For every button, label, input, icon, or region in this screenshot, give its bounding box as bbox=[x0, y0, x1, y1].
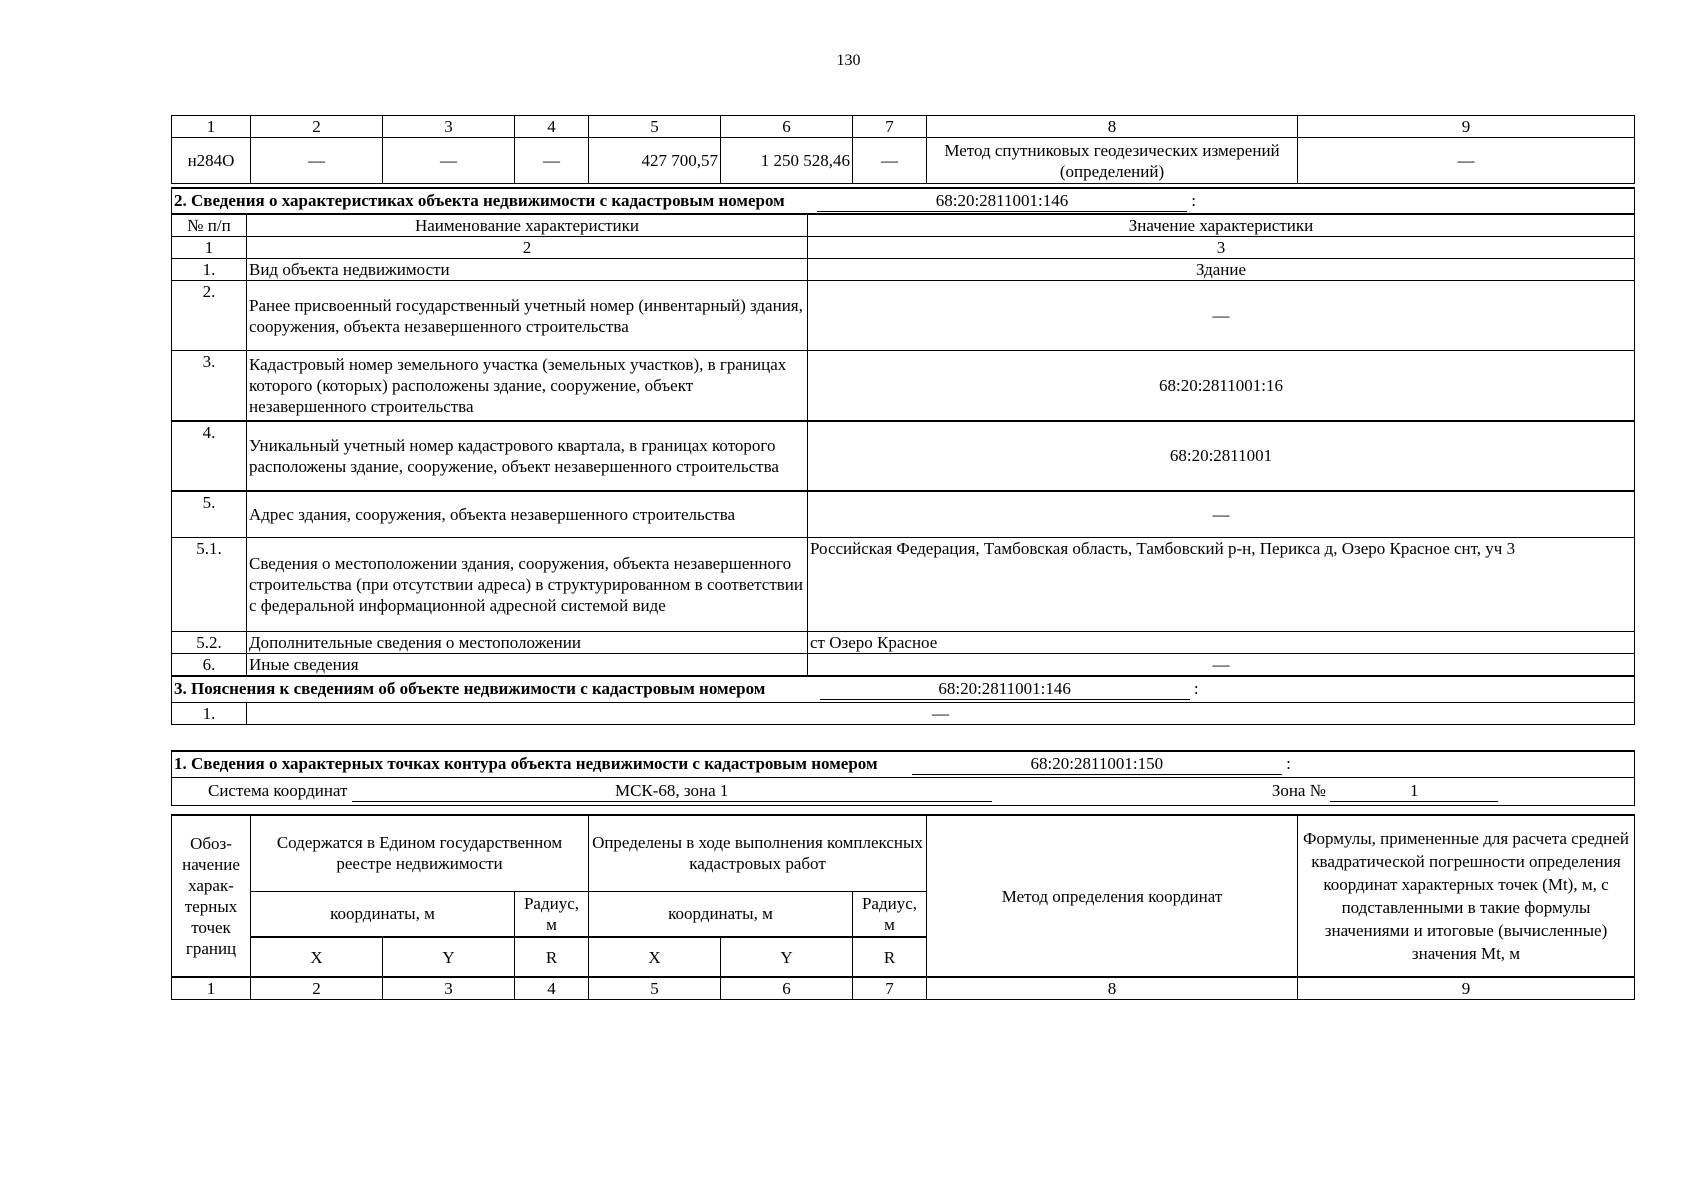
points-table-continuation bbox=[171, 115, 1635, 184]
r-header: R bbox=[853, 937, 927, 977]
cell: — bbox=[853, 138, 927, 184]
header-row bbox=[172, 815, 1635, 891]
coord-system bbox=[172, 777, 1635, 805]
col-header: № п/п bbox=[172, 214, 247, 237]
row-number: 5.2. bbox=[172, 632, 247, 654]
contour-section-title: 1. Сведения о характерных точках контура объекта недвижимости с кадастровым номером bbox=[174, 754, 878, 774]
table-row bbox=[172, 421, 1635, 491]
table-row bbox=[172, 538, 1635, 632]
row-value: — bbox=[808, 491, 1635, 538]
coord-system-label: Система координат bbox=[208, 781, 348, 800]
row-value: ст Озеро Красное bbox=[808, 632, 1635, 654]
cell: — bbox=[515, 138, 589, 184]
col-header: Наименование характеристики bbox=[247, 214, 808, 237]
col-num: 4 bbox=[515, 977, 589, 1000]
section-title-row bbox=[172, 676, 1635, 702]
y-header: Y bbox=[721, 937, 853, 977]
colon: : bbox=[1191, 191, 1196, 210]
designation-header: Обоз-начение харак-терных точек границ bbox=[172, 815, 251, 977]
row-value: Здание bbox=[808, 259, 1635, 281]
table-row bbox=[172, 259, 1635, 281]
row-number: 1. bbox=[172, 702, 247, 724]
colon: : bbox=[1193, 679, 1199, 699]
row-name: Сведения о местоположении здания, сооружения, объекта незавершенного строительства (при отсутствии адреса) в структурированном в соответствии с федеральной информационной адресной системой виде bbox=[247, 538, 808, 632]
characteristics-table bbox=[171, 187, 1635, 725]
section-title bbox=[172, 676, 1635, 702]
col-num: 6 bbox=[721, 977, 853, 1000]
col-num: 1 bbox=[172, 116, 251, 138]
row-name: Кадастровый номер земельного участка (земельных участков), в границах которого (которых) расположены здание, сооружение, объект незавершенного строительства bbox=[247, 351, 808, 421]
column-header-row bbox=[172, 214, 1635, 237]
row-value: — bbox=[247, 702, 1635, 724]
row-number: 2. bbox=[172, 281, 247, 351]
section-3-title: 3. Пояснения к сведениям об объекте недвижимости с кадастровым номером bbox=[174, 679, 766, 699]
x-header: X bbox=[251, 937, 383, 977]
coord-x: 427 700,57 bbox=[589, 138, 721, 184]
col-num: 3 bbox=[383, 977, 515, 1000]
x-header: X bbox=[589, 937, 721, 977]
col-num: 5 bbox=[589, 977, 721, 1000]
col-num: 7 bbox=[853, 977, 927, 1000]
row-number: 1. bbox=[172, 259, 247, 281]
column-number-row bbox=[172, 977, 1635, 1000]
contour-section-header bbox=[171, 750, 1635, 806]
row-name: Вид объекта недвижимости bbox=[247, 259, 808, 281]
point-designation: н284О bbox=[172, 138, 251, 184]
r-header: R bbox=[515, 937, 589, 977]
coords-header: координаты, м bbox=[589, 891, 853, 937]
colon: : bbox=[1286, 754, 1291, 774]
row-value: — bbox=[808, 654, 1635, 677]
row-value: 68:20:2811001:16 bbox=[808, 351, 1635, 421]
cadastral-number: 68:20:2811001:146 bbox=[820, 678, 1190, 700]
table-row bbox=[172, 281, 1635, 351]
egrn-header: Содержатся в Едином государственном реестре недвижимости bbox=[251, 815, 589, 891]
column-number-row bbox=[172, 116, 1635, 138]
col-num: 1 bbox=[172, 977, 251, 1000]
table-row bbox=[172, 138, 1635, 184]
col-header: Значение характеристики bbox=[808, 214, 1635, 237]
radius-header: Радиус, м bbox=[515, 891, 589, 937]
method-header: Метод определения координат bbox=[927, 815, 1298, 977]
col-num: 9 bbox=[1298, 116, 1635, 138]
col-num: 2 bbox=[251, 116, 383, 138]
cell: — bbox=[251, 138, 383, 184]
row-name: Ранее присвоенный государственный учетный номер (инвентарный) здания, сооружения, объекта незавершенного строительства bbox=[247, 281, 808, 351]
col-num: 2 bbox=[251, 977, 383, 1000]
col-num: 7 bbox=[853, 116, 927, 138]
row-number: 4. bbox=[172, 421, 247, 491]
coord-system-value: МСК-68, зона 1 bbox=[352, 780, 992, 802]
table-row bbox=[172, 702, 1635, 724]
coords-header: координаты, м bbox=[251, 891, 515, 937]
zone-value: 1 bbox=[1330, 780, 1498, 802]
col-num: 5 bbox=[589, 116, 721, 138]
col-num: 3 bbox=[383, 116, 515, 138]
col-num: 8 bbox=[927, 977, 1298, 1000]
section-title bbox=[172, 751, 1635, 777]
col-num: 2 bbox=[247, 237, 808, 259]
col-num: 1 bbox=[172, 237, 247, 259]
cadastral-number: 68:20:2811001:146 bbox=[817, 190, 1187, 212]
column-number-row bbox=[172, 237, 1635, 259]
col-num: 4 bbox=[515, 116, 589, 138]
section-2-title: 2. Сведения о характеристиках объекта недвижимости с кадастровым номером bbox=[174, 191, 785, 210]
cadastral-number: 68:20:2811001:150 bbox=[912, 753, 1282, 775]
coord-y: 1 250 528,46 bbox=[721, 138, 853, 184]
section-title bbox=[172, 188, 1635, 214]
row-name: Дополнительные сведения о местоположении bbox=[247, 632, 808, 654]
cell: — bbox=[1298, 138, 1635, 184]
row-number: 3. bbox=[172, 351, 247, 421]
page-number: 130 bbox=[836, 52, 861, 69]
kkr-header: Определены в ходе выполнения комплексных кадастровых работ bbox=[589, 815, 927, 891]
formulas-header: Формулы, примененные для расчета средней квадратической погрешности определения координат характерных точек (Mt), м, с подставленными в такие формулы значениями и итоговые (вычисленные) значения Mt, м bbox=[1298, 815, 1635, 977]
col-num: 8 bbox=[927, 116, 1298, 138]
table-row bbox=[172, 654, 1635, 677]
table-row bbox=[172, 351, 1635, 421]
zone-label: Зона № bbox=[1271, 781, 1326, 800]
points-table-header bbox=[171, 814, 1635, 1000]
radius-header: Радиус, м bbox=[853, 891, 927, 937]
col-num: 6 bbox=[721, 116, 853, 138]
col-num: 3 bbox=[808, 237, 1635, 259]
y-header: Y bbox=[383, 937, 515, 977]
row-name: Уникальный учетный номер кадастрового квартала, в границах которого расположены здание, сооружение, объект незавершенного строительства bbox=[247, 421, 808, 491]
col-num: 9 bbox=[1298, 977, 1635, 1000]
section-title-row bbox=[172, 188, 1635, 214]
method: Метод спутниковых геодезических измерений (определений) bbox=[927, 138, 1298, 184]
coord-system-row bbox=[172, 777, 1635, 805]
row-value: Российская Федерация, Тамбовская область, Тамбовский р-н, Перикса д, Озеро Красное снт, уч 3 bbox=[808, 538, 1635, 632]
row-number: 5. bbox=[172, 491, 247, 538]
table-row bbox=[172, 491, 1635, 538]
row-name: Адрес здания, сооружения, объекта незавершенного строительства bbox=[247, 491, 808, 538]
table-row bbox=[172, 632, 1635, 654]
cell: — bbox=[383, 138, 515, 184]
section-title-row bbox=[172, 751, 1635, 777]
row-value: — bbox=[808, 281, 1635, 351]
row-number: 5.1. bbox=[172, 538, 247, 632]
row-value: 68:20:2811001 bbox=[808, 421, 1635, 491]
row-number: 6. bbox=[172, 654, 247, 677]
row-name: Иные сведения bbox=[247, 654, 808, 677]
